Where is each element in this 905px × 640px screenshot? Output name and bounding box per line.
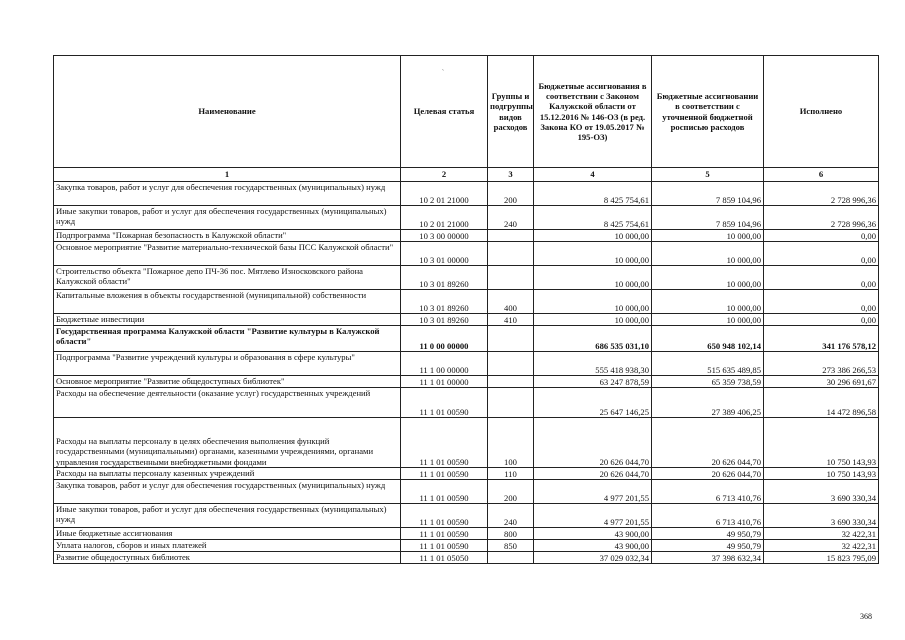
row-budget-refined: 27 389 406,25 xyxy=(652,388,764,418)
row-code: 10 3 01 00000 xyxy=(401,242,488,266)
row-name: Основное мероприятие "Развитие материально-технической базы ПСС Калужской области" xyxy=(54,242,401,266)
table-row xyxy=(54,230,879,242)
header-executed: Исполнено xyxy=(764,56,879,168)
scan-mark: ` xyxy=(442,70,444,76)
row-group xyxy=(488,266,534,290)
table-row xyxy=(54,468,879,480)
row-group: 400 xyxy=(488,290,534,314)
row-code: 11 0 00 00000 xyxy=(401,326,488,352)
row-budget-law: 20 626 044,70 xyxy=(534,468,652,480)
row-group xyxy=(488,242,534,266)
row-name: Бюджетные инвестиции xyxy=(54,314,401,326)
row-name: Подпрограмма "Развитие учреждений культуры и образования в сфере культуры" xyxy=(54,352,401,376)
row-budget-refined: 37 398 632,34 xyxy=(652,552,764,564)
row-name: Иные закупки товаров, работ и услуг для обеспечения государственных (муниципальных) нужд xyxy=(54,504,401,528)
row-budget-refined: 650 948 102,14 xyxy=(652,326,764,352)
header-groups: Группы и подгруппы видов расходов xyxy=(488,56,534,168)
table-row xyxy=(54,418,879,468)
row-group: 410 xyxy=(488,314,534,326)
header-budget-law: Бюджетные ассигнования в соответствии с Законом Калужской области от 15.12.2016 № 146-ОЗ (в ред. Закона КО от 19.05.2017 № 195-ОЗ) xyxy=(534,56,652,168)
table-row xyxy=(54,376,879,388)
row-budget-law: 43 900,00 xyxy=(534,528,652,540)
header-row xyxy=(54,56,879,168)
row-code: 11 1 01 00590 xyxy=(401,504,488,528)
row-group: 240 xyxy=(488,504,534,528)
row-code: 11 1 01 00590 xyxy=(401,480,488,504)
row-group: 200 xyxy=(488,480,534,504)
row-budget-law: 8 425 754,61 xyxy=(534,206,652,230)
row-code: 11 1 01 00590 xyxy=(401,468,488,480)
row-budget-law: 10 000,00 xyxy=(534,290,652,314)
row-group xyxy=(488,552,534,564)
row-executed: 273 386 266,53 xyxy=(764,352,879,376)
table-row xyxy=(54,326,879,352)
row-name: Государственная программа Калужской области "Развитие культуры в Калужской области" xyxy=(54,326,401,352)
row-code: 10 3 00 00000 xyxy=(401,230,488,242)
row-name: Расходы на выплаты персоналу казенных учреждений xyxy=(54,468,401,480)
row-name: Основное мероприятие "Развитие общедоступных библиотек" xyxy=(54,376,401,388)
page-number: 368 xyxy=(860,612,872,621)
row-code: 11 1 01 00590 xyxy=(401,540,488,552)
row-executed: 0,00 xyxy=(764,242,879,266)
header-budget-refined: Бюджетные ассигновании в соответствии с уточненной бюджетной росписью расходов xyxy=(652,56,764,168)
row-budget-refined: 6 713 410,76 xyxy=(652,480,764,504)
row-code: 10 2 01 21000 xyxy=(401,182,488,206)
row-code: 11 1 01 00590 xyxy=(401,418,488,468)
row-group: 100 xyxy=(488,418,534,468)
row-code: 11 1 01 05050 xyxy=(401,552,488,564)
row-budget-refined: 65 359 738,59 xyxy=(652,376,764,388)
row-name: Подпрограмма "Пожарная безопасность в Калужской области" xyxy=(54,230,401,242)
table-row xyxy=(54,266,879,290)
header-name: Наименование xyxy=(54,56,401,168)
row-name: Закупка товаров, работ и услуг для обеспечения государственных (муниципальных) нужд xyxy=(54,480,401,504)
table-row xyxy=(54,552,879,564)
row-budget-law: 4 977 201,55 xyxy=(534,480,652,504)
row-budget-law: 10 000,00 xyxy=(534,230,652,242)
column-number: 5 xyxy=(652,168,764,182)
row-executed: 2 728 996,36 xyxy=(764,182,879,206)
row-budget-refined: 7 859 104,96 xyxy=(652,206,764,230)
row-code: 10 3 01 89260 xyxy=(401,314,488,326)
row-executed: 14 472 896,58 xyxy=(764,388,879,418)
table-row xyxy=(54,480,879,504)
table-row xyxy=(54,314,879,326)
row-executed: 30 296 691,67 xyxy=(764,376,879,388)
row-group xyxy=(488,230,534,242)
row-budget-law: 4 977 201,55 xyxy=(534,504,652,528)
column-number: 2 xyxy=(401,168,488,182)
budget-table xyxy=(53,55,879,564)
row-budget-refined: 10 000,00 xyxy=(652,314,764,326)
row-group xyxy=(488,352,534,376)
row-budget-refined: 10 000,00 xyxy=(652,290,764,314)
row-code: 10 2 01 21000 xyxy=(401,206,488,230)
column-number: 6 xyxy=(764,168,879,182)
row-budget-refined: 10 000,00 xyxy=(652,230,764,242)
row-name: Закупка товаров, работ и услуг для обеспечения государственных (муниципальных) нужд xyxy=(54,182,401,206)
row-group: 800 xyxy=(488,528,534,540)
row-executed: 15 823 795,09 xyxy=(764,552,879,564)
row-budget-law: 10 000,00 xyxy=(534,266,652,290)
row-budget-refined: 10 000,00 xyxy=(652,266,764,290)
row-name: Развитие общедоступных библиотек xyxy=(54,552,401,564)
row-name: Расходы на выплаты персоналу в целях обеспечения выполнения функций государственными (муниципальными) органами, казенными учреждениями, органами управления государственными внебюджетными фондами xyxy=(54,418,401,468)
row-name: Строительство объекта "Пожарное депо ПЧ-36 пос. Мятлево Износковского района Калужской области" xyxy=(54,266,401,290)
row-code: 11 1 01 00590 xyxy=(401,528,488,540)
column-number: 4 xyxy=(534,168,652,182)
row-budget-law: 8 425 754,61 xyxy=(534,182,652,206)
row-budget-law: 20 626 044,70 xyxy=(534,418,652,468)
row-group: 110 xyxy=(488,468,534,480)
row-group: 240 xyxy=(488,206,534,230)
row-group xyxy=(488,376,534,388)
table-row xyxy=(54,528,879,540)
row-budget-law: 10 000,00 xyxy=(534,314,652,326)
row-group xyxy=(488,326,534,352)
row-budget-refined: 515 635 489,85 xyxy=(652,352,764,376)
table-row xyxy=(54,182,879,206)
row-code: 11 1 01 00000 xyxy=(401,376,488,388)
row-code: 10 3 01 89260 xyxy=(401,266,488,290)
row-name: Уплата налогов, сборов и иных платежей xyxy=(54,540,401,552)
row-budget-law: 555 418 938,30 xyxy=(534,352,652,376)
row-executed: 341 176 578,12 xyxy=(764,326,879,352)
table-row xyxy=(54,352,879,376)
row-executed: 3 690 330,34 xyxy=(764,504,879,528)
table-row xyxy=(54,504,879,528)
row-budget-refined: 49 950,79 xyxy=(652,528,764,540)
row-budget-law: 10 000,00 xyxy=(534,242,652,266)
row-budget-refined: 49 950,79 xyxy=(652,540,764,552)
row-executed: 32 422,31 xyxy=(764,540,879,552)
header-target: Целевая статья xyxy=(401,56,488,168)
row-group xyxy=(488,388,534,418)
table-row xyxy=(54,388,879,418)
row-group: 850 xyxy=(488,540,534,552)
row-budget-refined: 10 000,00 xyxy=(652,242,764,266)
row-group: 200 xyxy=(488,182,534,206)
row-budget-law: 43 900,00 xyxy=(534,540,652,552)
row-executed: 10 750 143,93 xyxy=(764,468,879,480)
row-executed: 0,00 xyxy=(764,314,879,326)
row-budget-law: 686 535 031,10 xyxy=(534,326,652,352)
row-code: 10 3 01 89260 xyxy=(401,290,488,314)
column-number: 1 xyxy=(54,168,401,182)
row-budget-law: 63 247 878,59 xyxy=(534,376,652,388)
row-budget-law: 37 029 032,34 xyxy=(534,552,652,564)
row-name: Расходы на обеспечение деятельности (оказание услуг) государственных учреждений xyxy=(54,388,401,418)
row-code: 11 1 00 00000 xyxy=(401,352,488,376)
row-executed: 0,00 xyxy=(764,230,879,242)
row-budget-refined: 20 626 044,70 xyxy=(652,418,764,468)
row-name: Капитальные вложения в объекты государственной (муниципальной) собственности xyxy=(54,290,401,314)
row-budget-refined: 7 859 104,96 xyxy=(652,182,764,206)
table-row xyxy=(54,206,879,230)
row-name: Иные закупки товаров, работ и услуг для обеспечения государственных (муниципальных) нужд xyxy=(54,206,401,230)
table-row xyxy=(54,242,879,266)
row-budget-refined: 20 626 044,70 xyxy=(652,468,764,480)
row-executed: 10 750 143,93 xyxy=(764,418,879,468)
column-number: 3 xyxy=(488,168,534,182)
column-number-row xyxy=(54,168,879,182)
row-budget-refined: 6 713 410,76 xyxy=(652,504,764,528)
row-name: Иные бюджетные ассигнования xyxy=(54,528,401,540)
table-row xyxy=(54,540,879,552)
row-budget-law: 25 647 146,25 xyxy=(534,388,652,418)
row-executed: 2 728 996,36 xyxy=(764,206,879,230)
row-code: 11 1 01 00590 xyxy=(401,388,488,418)
row-executed: 32 422,31 xyxy=(764,528,879,540)
row-executed: 0,00 xyxy=(764,290,879,314)
table-row xyxy=(54,290,879,314)
row-executed: 3 690 330,34 xyxy=(764,480,879,504)
row-executed: 0,00 xyxy=(764,266,879,290)
